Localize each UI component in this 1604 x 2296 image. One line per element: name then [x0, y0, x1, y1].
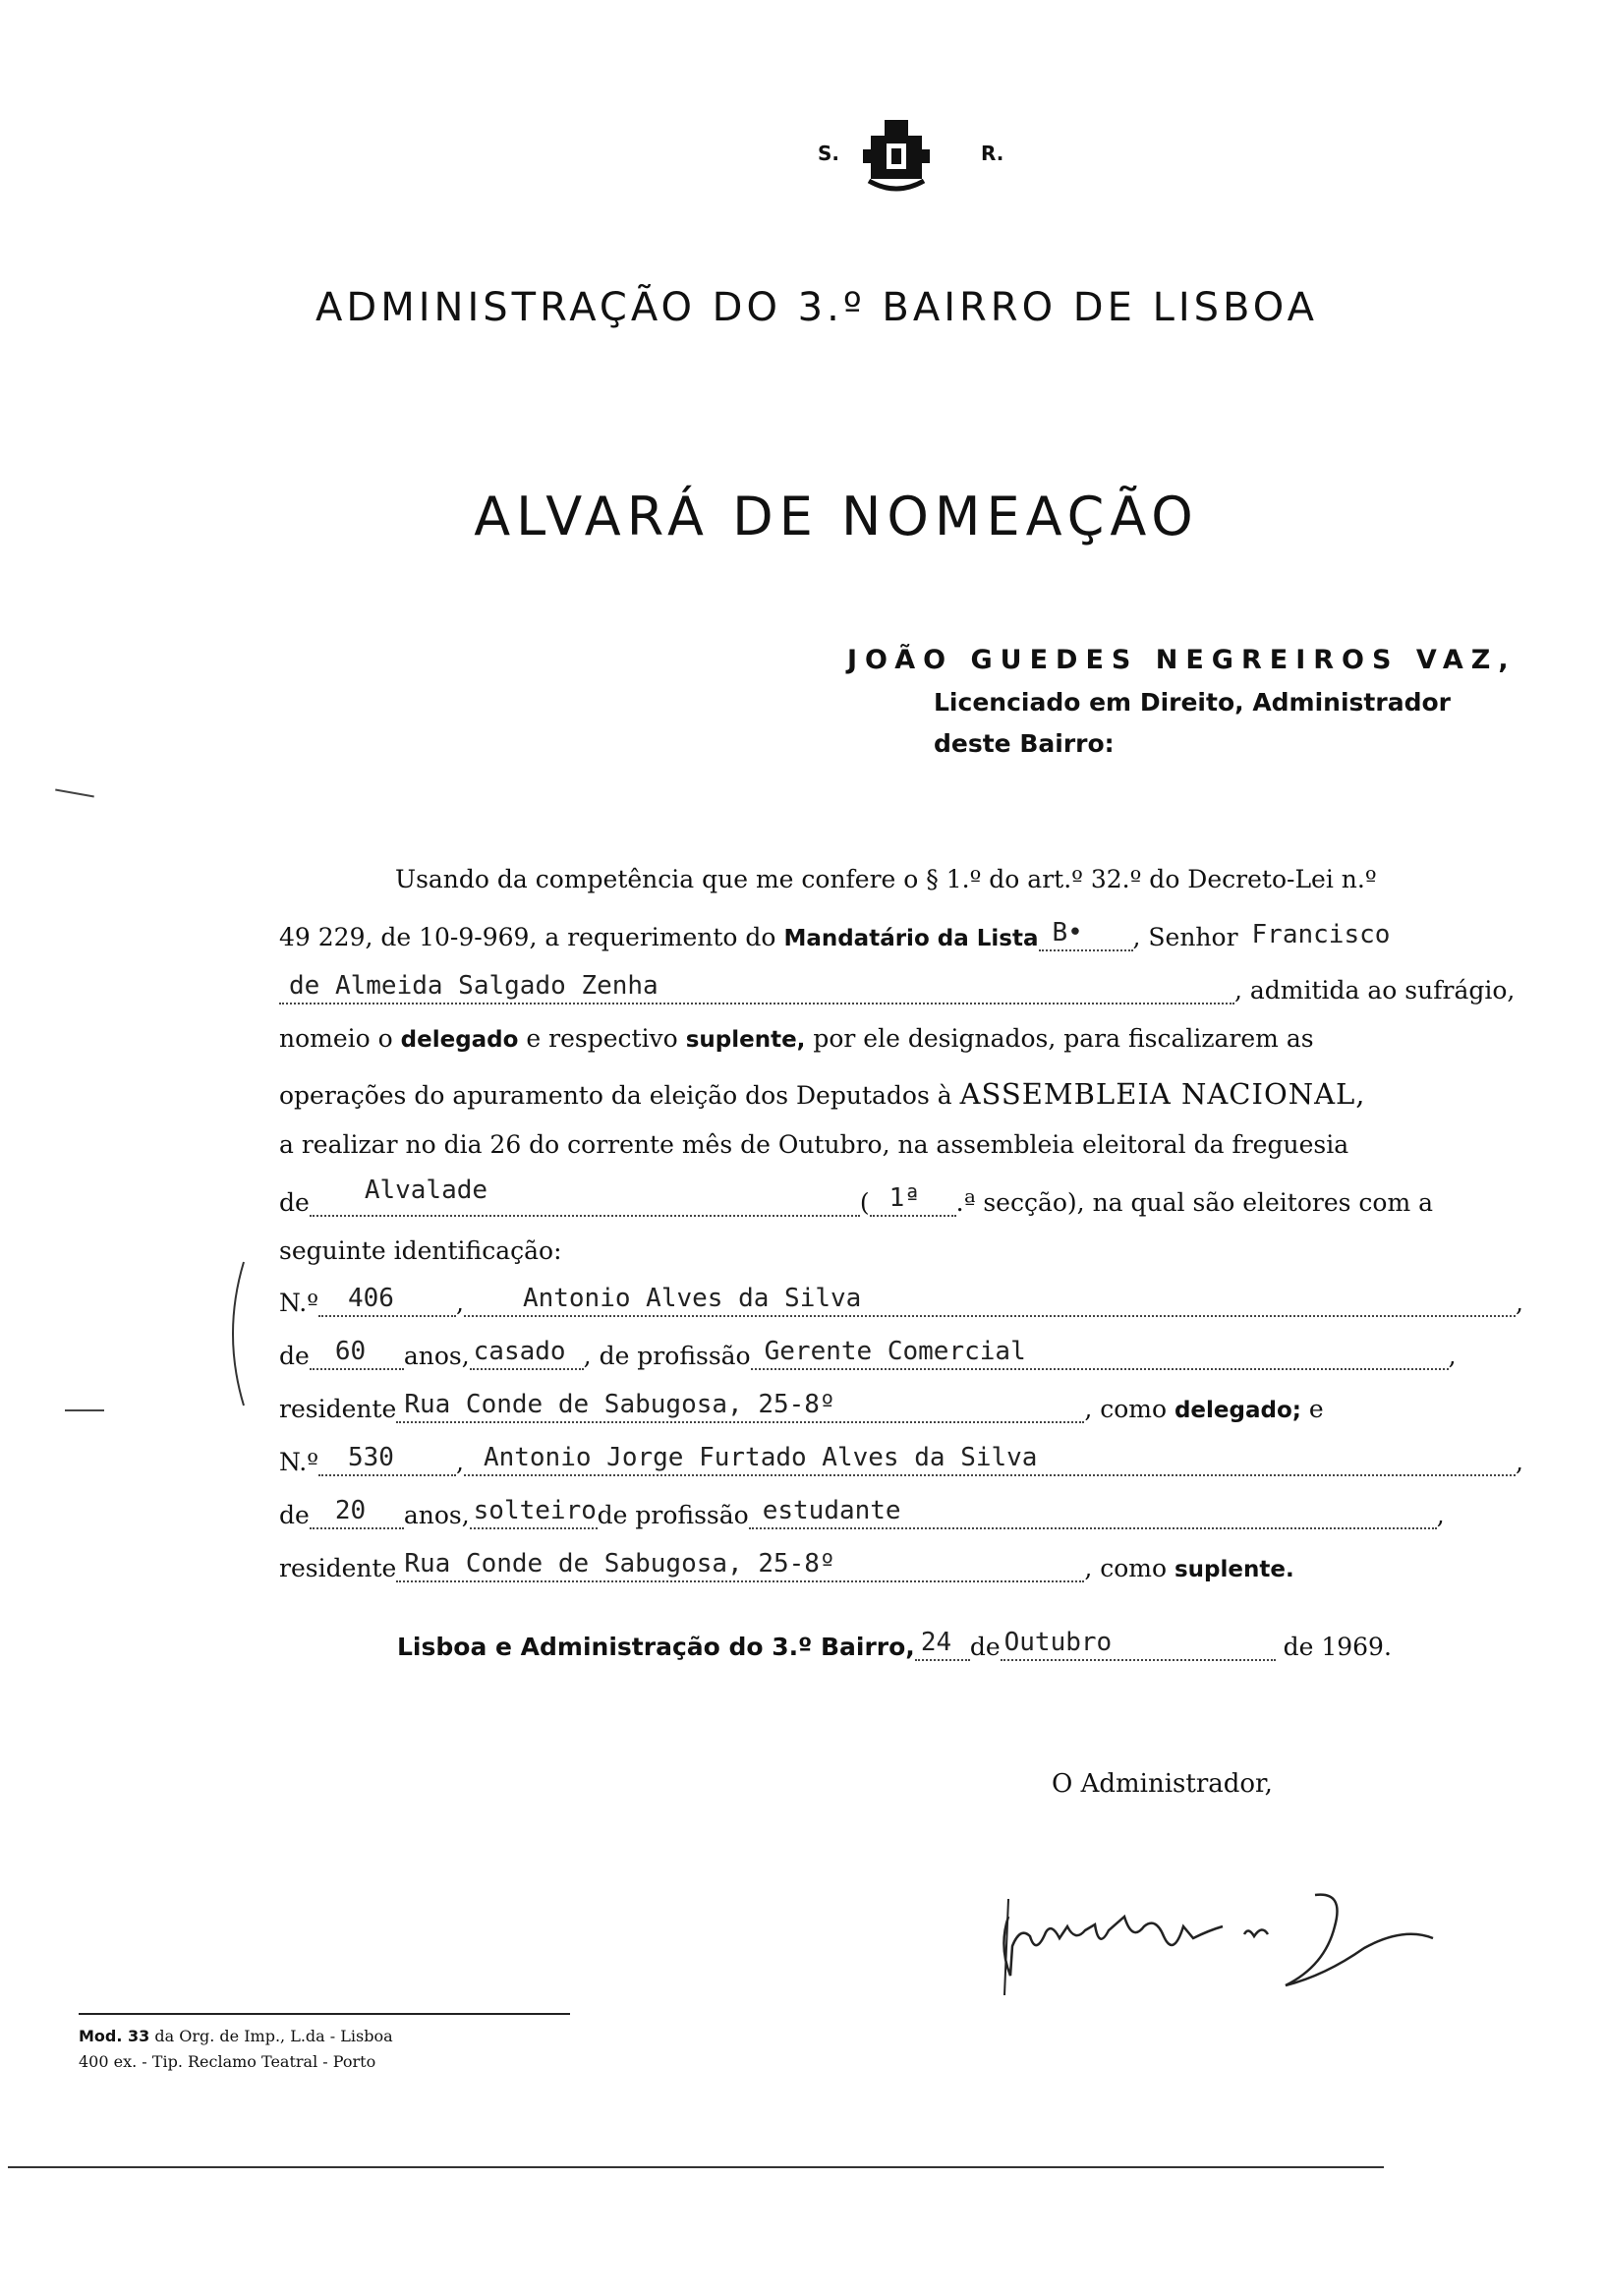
- delegate-name: Antonio Alves da Silva: [522, 1284, 862, 1313]
- delegate-number-field: [318, 1284, 456, 1317]
- comma: ,: [1448, 1342, 1457, 1370]
- mandatario-first-name: Francisco: [1251, 920, 1391, 949]
- body-line-5: [279, 1077, 1547, 1122]
- printer-info: da Org. de Imp., L.da - Lisboa: [149, 2027, 393, 2045]
- number-label: N.º: [279, 1448, 318, 1476]
- delegate-age: 60: [334, 1337, 367, 1366]
- substitute-term: suplente,: [685, 1027, 806, 1053]
- seal-letter-right: R.: [981, 142, 1004, 165]
- number-label: N.º: [279, 1289, 318, 1317]
- substitute-status-field: [470, 1496, 598, 1529]
- body-line-2: [279, 918, 1547, 963]
- delegate-role: delegado;: [1174, 1398, 1301, 1423]
- profession-label: de profissão: [599, 1342, 751, 1370]
- body-line-7: [279, 1176, 1547, 1229]
- as-label: , como: [1084, 1395, 1174, 1423]
- substitute-number-field: [318, 1443, 456, 1476]
- delegate-status-field: [470, 1337, 584, 1370]
- age-prefix: de: [279, 1342, 310, 1370]
- day-field: [915, 1628, 970, 1661]
- bottom-rule: [8, 2166, 1384, 2168]
- month-value: Outubro: [1003, 1628, 1113, 1657]
- comma: ,: [1515, 1289, 1523, 1317]
- coat-of-arms-icon: [861, 116, 932, 195]
- mandatario-name-field: [279, 971, 1234, 1004]
- residence-label: residente: [279, 1395, 397, 1423]
- body-line-4: [279, 1024, 1547, 1069]
- parish-field: [310, 1176, 860, 1217]
- bracket-mark: [218, 1260, 248, 1407]
- parish-label: de: [279, 1188, 310, 1217]
- footer-line-2: 400 ex. - Tip. Reclamo Teatral - Porto: [79, 2052, 376, 2071]
- footer-rule: [79, 2013, 570, 2015]
- nomination-text: nomeio o: [279, 1024, 401, 1053]
- profession-label: de profissão: [597, 1501, 749, 1529]
- substitute-role: suplente.: [1174, 1557, 1294, 1582]
- substitute-residence: Rua Conde de Sabugosa, 25-8º: [404, 1549, 835, 1578]
- delegate-status: casado: [473, 1337, 566, 1366]
- list-label: Mandatário da Lista: [783, 926, 1039, 951]
- substitute-number-row: [279, 1443, 1547, 1488]
- section-text: .ª secção), na qual são eleitores com a: [955, 1188, 1434, 1217]
- delegate-term: delegado: [400, 1027, 519, 1053]
- assembly-name: ASSEMBLEIA NACIONAL,: [959, 1077, 1366, 1111]
- residence-label: residente: [279, 1554, 397, 1582]
- comma: ,: [1436, 1501, 1445, 1529]
- substitute-residence-field: [396, 1549, 1084, 1582]
- seal-letter-left: S.: [818, 142, 840, 165]
- month-field: [1001, 1628, 1276, 1661]
- substitute-profession-field: [749, 1496, 1437, 1529]
- signoff: O Administrador,: [1052, 1769, 1273, 1799]
- mandatario-name: de Almeida Salgado Zenha: [289, 971, 659, 1001]
- delegate-name-field: [464, 1284, 1516, 1317]
- delegate-residence-row: [279, 1390, 1547, 1435]
- decree-text: 49 229, de 10-9-969, a requerimento do: [279, 923, 784, 951]
- day-value: 24: [920, 1628, 952, 1657]
- section-open: (: [859, 1188, 870, 1217]
- body-line-3: [279, 971, 1547, 1016]
- operations-text: operações do apuramento da eleição dos Deputados à: [279, 1081, 960, 1110]
- section-field: [870, 1183, 956, 1217]
- purpose-text: por ele designados, para fiscalizarem as: [805, 1024, 1314, 1053]
- comma: ,: [455, 1289, 464, 1317]
- substitute-residence-row: [279, 1549, 1547, 1594]
- seal-header: [0, 116, 1604, 195]
- delegate-profession-field: [751, 1337, 1449, 1370]
- senhor-label: , Senhor: [1132, 923, 1238, 951]
- margin-mark: [65, 1409, 104, 1411]
- body-line-1: Usando da competência que me confere o § 1.º do art.º 32.º do Decreto-Lei n.º: [395, 865, 1377, 893]
- footer-line-1: [79, 2027, 393, 2045]
- years-label: anos,: [403, 1342, 470, 1370]
- issuer-title-line: Licenciado em Direito, Administrador: [934, 688, 1451, 717]
- delegate-number: 406: [347, 1284, 394, 1313]
- body-line-8: seguinte identificação:: [279, 1236, 562, 1265]
- years-label: anos,: [403, 1501, 470, 1529]
- document-title: ALVARÁ DE NOMEAÇÃO: [474, 486, 1199, 547]
- substitute-age-field: [310, 1496, 404, 1529]
- of-label: de: [969, 1633, 1001, 1661]
- substitute-name-field: [464, 1443, 1516, 1476]
- body-line-6: a realizar no dia 26 do corrente mês de Outubro, na assembleia eleitoral da freguesia: [279, 1130, 1349, 1159]
- substitute-age: 20: [334, 1496, 367, 1525]
- admitted-text: , admitida ao sufrágio,: [1234, 976, 1516, 1004]
- delegate-age-row: [279, 1337, 1547, 1382]
- place-text: Lisboa e Administração do 3.º Bairro,: [397, 1633, 915, 1661]
- year-text: de 1969.: [1283, 1633, 1392, 1661]
- delegate-residence-field: [396, 1390, 1084, 1423]
- margin-mark: [55, 789, 94, 798]
- comma: ,: [583, 1342, 592, 1370]
- age-prefix: de: [279, 1501, 310, 1529]
- as-label: , como: [1084, 1554, 1174, 1582]
- delegate-age-field: [310, 1337, 404, 1370]
- list-field: [1039, 918, 1133, 951]
- list-value: B•: [1052, 918, 1083, 947]
- substitute-name: Antonio Jorge Furtado Alves da Silva: [483, 1443, 1038, 1472]
- delegate-residence: Rua Conde de Sabugosa, 25-8º: [404, 1390, 835, 1419]
- delegate-profession: Gerente Comercial: [764, 1337, 1026, 1366]
- substitute-status: solteiro: [473, 1496, 597, 1525]
- model-number: Mod. 33: [79, 2027, 150, 2045]
- issuer-office-line: deste Bairro:: [934, 729, 1115, 758]
- mandatario-first-name-field: [1238, 920, 1435, 951]
- substitute-age-row: [279, 1496, 1547, 1541]
- section-value: 1ª: [888, 1183, 920, 1213]
- respective-text: e respectivo: [518, 1024, 686, 1053]
- parish-value: Alvalade: [364, 1176, 488, 1205]
- and-label: e: [1300, 1395, 1324, 1423]
- signature: [991, 1887, 1453, 2015]
- comma: ,: [455, 1448, 464, 1476]
- comma: ,: [1515, 1448, 1523, 1476]
- substitute-profession: estudante: [762, 1496, 901, 1525]
- delegate-number-row: [279, 1284, 1547, 1329]
- substitute-number: 530: [347, 1443, 394, 1472]
- administration-title: ADMINISTRAÇÃO DO 3.º BAIRRO DE LISBOA: [315, 285, 1318, 330]
- issuer-name: JOÃO GUEDES NEGREIROS VAZ,: [847, 645, 1517, 675]
- date-line: [397, 1628, 1392, 1661]
